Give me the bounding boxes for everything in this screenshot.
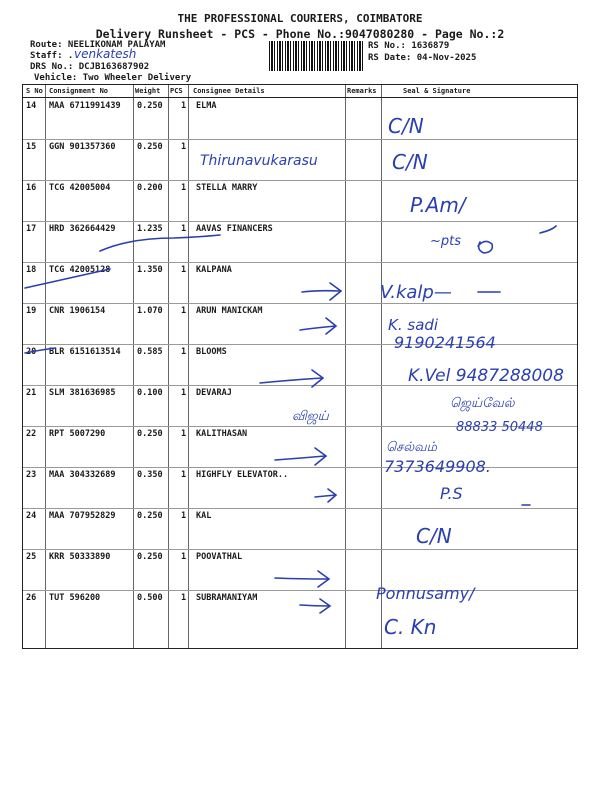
signature-r14: C/N (388, 114, 424, 138)
runsheet-subtitle: Delivery Runsheet - PCS - Phone No.:9047080280 - Page No.:2 (95, 27, 505, 41)
col-seal-signature: Seal & Signature (403, 87, 471, 95)
cell-pcs: 1 (181, 511, 187, 521)
arrow-icon (275, 571, 329, 587)
cell-consignment: TCG 42005128 (49, 265, 111, 275)
signature-r23: P.S (440, 484, 463, 503)
scribble-mark (478, 241, 492, 253)
col-consignee: Consignee Details (193, 87, 265, 95)
cell-weight: 1.350 (137, 265, 163, 275)
cell-sno: 15 (26, 142, 37, 152)
col-pcs: PCS (170, 87, 183, 95)
cell-pcs: 1 (181, 593, 187, 603)
arrow-icon (300, 599, 330, 613)
strike-mark (25, 269, 110, 288)
cell-pcs: 1 (181, 552, 187, 562)
staff-label: Staff: . (30, 51, 74, 61)
cell-consignee: ARUN MANICKAM (196, 306, 263, 316)
cell-sno: 23 (26, 470, 37, 480)
vehicle-label: Vehicle: Two Wheeler Delivery (34, 73, 192, 83)
cell-consignment: MAA 707952829 (49, 511, 116, 521)
signature-r15: C/N (392, 150, 428, 174)
cell-consignment: RPT 5007290 (49, 429, 106, 439)
company-title: THE PROFESSIONAL COURIERS, COIMBATORE (177, 12, 423, 25)
signature-r18: V.kalp— (380, 282, 452, 303)
cell-weight: 0.500 (137, 593, 163, 603)
rs-number: RS No.: 1636879 (368, 41, 450, 51)
signature-r17: ~pts (430, 234, 462, 249)
col-weight: Weight (135, 87, 161, 95)
cell-sno: 26 (26, 593, 37, 603)
cell-consignment: GGN 901357360 (49, 142, 116, 152)
cell-consignment: MAA 6711991439 (49, 101, 121, 111)
cell-sno: 18 (26, 265, 37, 275)
cell-weight: 0.250 (137, 429, 163, 439)
cell-consignee: KALITHASAN (196, 429, 248, 439)
staff-signature: venkatesh (74, 47, 137, 61)
cell-weight: 0.250 (137, 511, 163, 521)
cell-consignment: TCG 42005004 (49, 183, 111, 193)
cell-sno: 16 (26, 183, 37, 193)
cell-weight: 1.235 (137, 224, 163, 234)
cell-consignment: TUT 596200 (49, 593, 101, 603)
handwritten-note-r21: விஜய் (292, 409, 329, 424)
signature-r21: ஜெய்வேல் (450, 396, 515, 411)
cell-sno: 25 (26, 552, 37, 562)
signature-r24: C/N (416, 524, 452, 548)
cell-weight: 0.350 (137, 470, 163, 480)
arrow-icon (300, 318, 336, 334)
col-remarks: Remarks (347, 87, 377, 95)
handwritten-name-r15: Thirunavukarasu (200, 153, 318, 169)
cell-pcs: 1 (181, 101, 187, 111)
cell-sno: 17 (26, 224, 37, 234)
cell-weight: 1.070 (137, 306, 163, 316)
cell-consignee: ELMA (196, 101, 217, 111)
rs-date: RS Date: 04-Nov-2025 (368, 53, 477, 63)
cell-sno: 24 (26, 511, 37, 521)
cell-consignee: POOVATHAL (196, 552, 243, 562)
signature-r22: செல்வம் (386, 440, 438, 455)
signature-r26: Ponnusamy/ (376, 584, 475, 603)
cell-pcs: 1 (181, 183, 187, 193)
cell-sno: 20 (26, 347, 37, 357)
cell-consignee: SUBRAMANIYAM (196, 593, 258, 603)
cell-weight: 0.200 (137, 183, 163, 193)
cell-consignment: KRR 50333890 (49, 552, 111, 562)
cell-consignment: SLM 381636985 (49, 388, 116, 398)
signature-r26-initials: C. Kn (384, 615, 437, 639)
signature-r20: K.Vel 9487288008 (408, 366, 564, 386)
cell-sno: 14 (26, 101, 37, 111)
route-label: Route: NEELIKONAM PALAYAM (30, 40, 166, 50)
cell-pcs: 1 (181, 470, 187, 480)
phone-r22: 7373649908. (384, 457, 491, 476)
cell-weight: 0.250 (137, 552, 163, 562)
cell-consignee: STELLA MARRY (196, 183, 258, 193)
strike-mark (540, 226, 556, 233)
cell-pcs: 1 (181, 347, 187, 357)
cell-consignee: AAVAS FINANCERS (196, 224, 273, 234)
arrow-icon (275, 448, 326, 465)
strike-mark (100, 235, 220, 251)
phone-r21: 88833 50448 (456, 420, 543, 435)
cell-pcs: 1 (181, 429, 187, 439)
cell-consignment: HRD 362664429 (49, 224, 116, 234)
cell-weight: 0.100 (137, 388, 163, 398)
cell-pcs: 1 (181, 388, 187, 398)
signature-r16: P.Am/ (410, 193, 466, 217)
cell-weight: 0.250 (137, 101, 163, 111)
col-sno: S No (26, 87, 43, 95)
cell-consignee: DEVARAJ (196, 388, 232, 398)
phone-r19: 9190241564 (394, 333, 496, 352)
cell-sno: 21 (26, 388, 37, 398)
cell-consignment: CNR 1906154 (49, 306, 106, 316)
drs-number: DRS No.: DCJB163687902 (30, 62, 150, 72)
cell-weight: 0.250 (137, 142, 163, 152)
cell-consignee: KAL (196, 511, 212, 521)
arrow-icon (302, 283, 341, 300)
signature-r19: K. sadi (388, 316, 439, 334)
arrow-icon (315, 489, 336, 502)
cell-sno: 22 (26, 429, 37, 439)
cell-pcs: 1 (181, 142, 187, 152)
cell-sno: 19 (26, 306, 37, 316)
col-consignment: Consignment No (49, 87, 109, 95)
arrow-icon (260, 370, 323, 387)
cell-consignee: HIGHFLY ELEVATOR.. (196, 470, 289, 480)
cell-pcs: 1 (181, 306, 187, 316)
cell-weight: 0.585 (137, 347, 163, 357)
cell-pcs: 1 (181, 224, 187, 234)
cell-consignment: BLR 6151613514 (49, 347, 121, 357)
cell-consignment: MAA 304332689 (49, 470, 116, 480)
cell-consignee: KALPANA (196, 265, 232, 275)
cell-pcs: 1 (181, 265, 187, 275)
strike-mark (25, 348, 55, 353)
cell-consignee: BLOOMS (196, 347, 227, 357)
